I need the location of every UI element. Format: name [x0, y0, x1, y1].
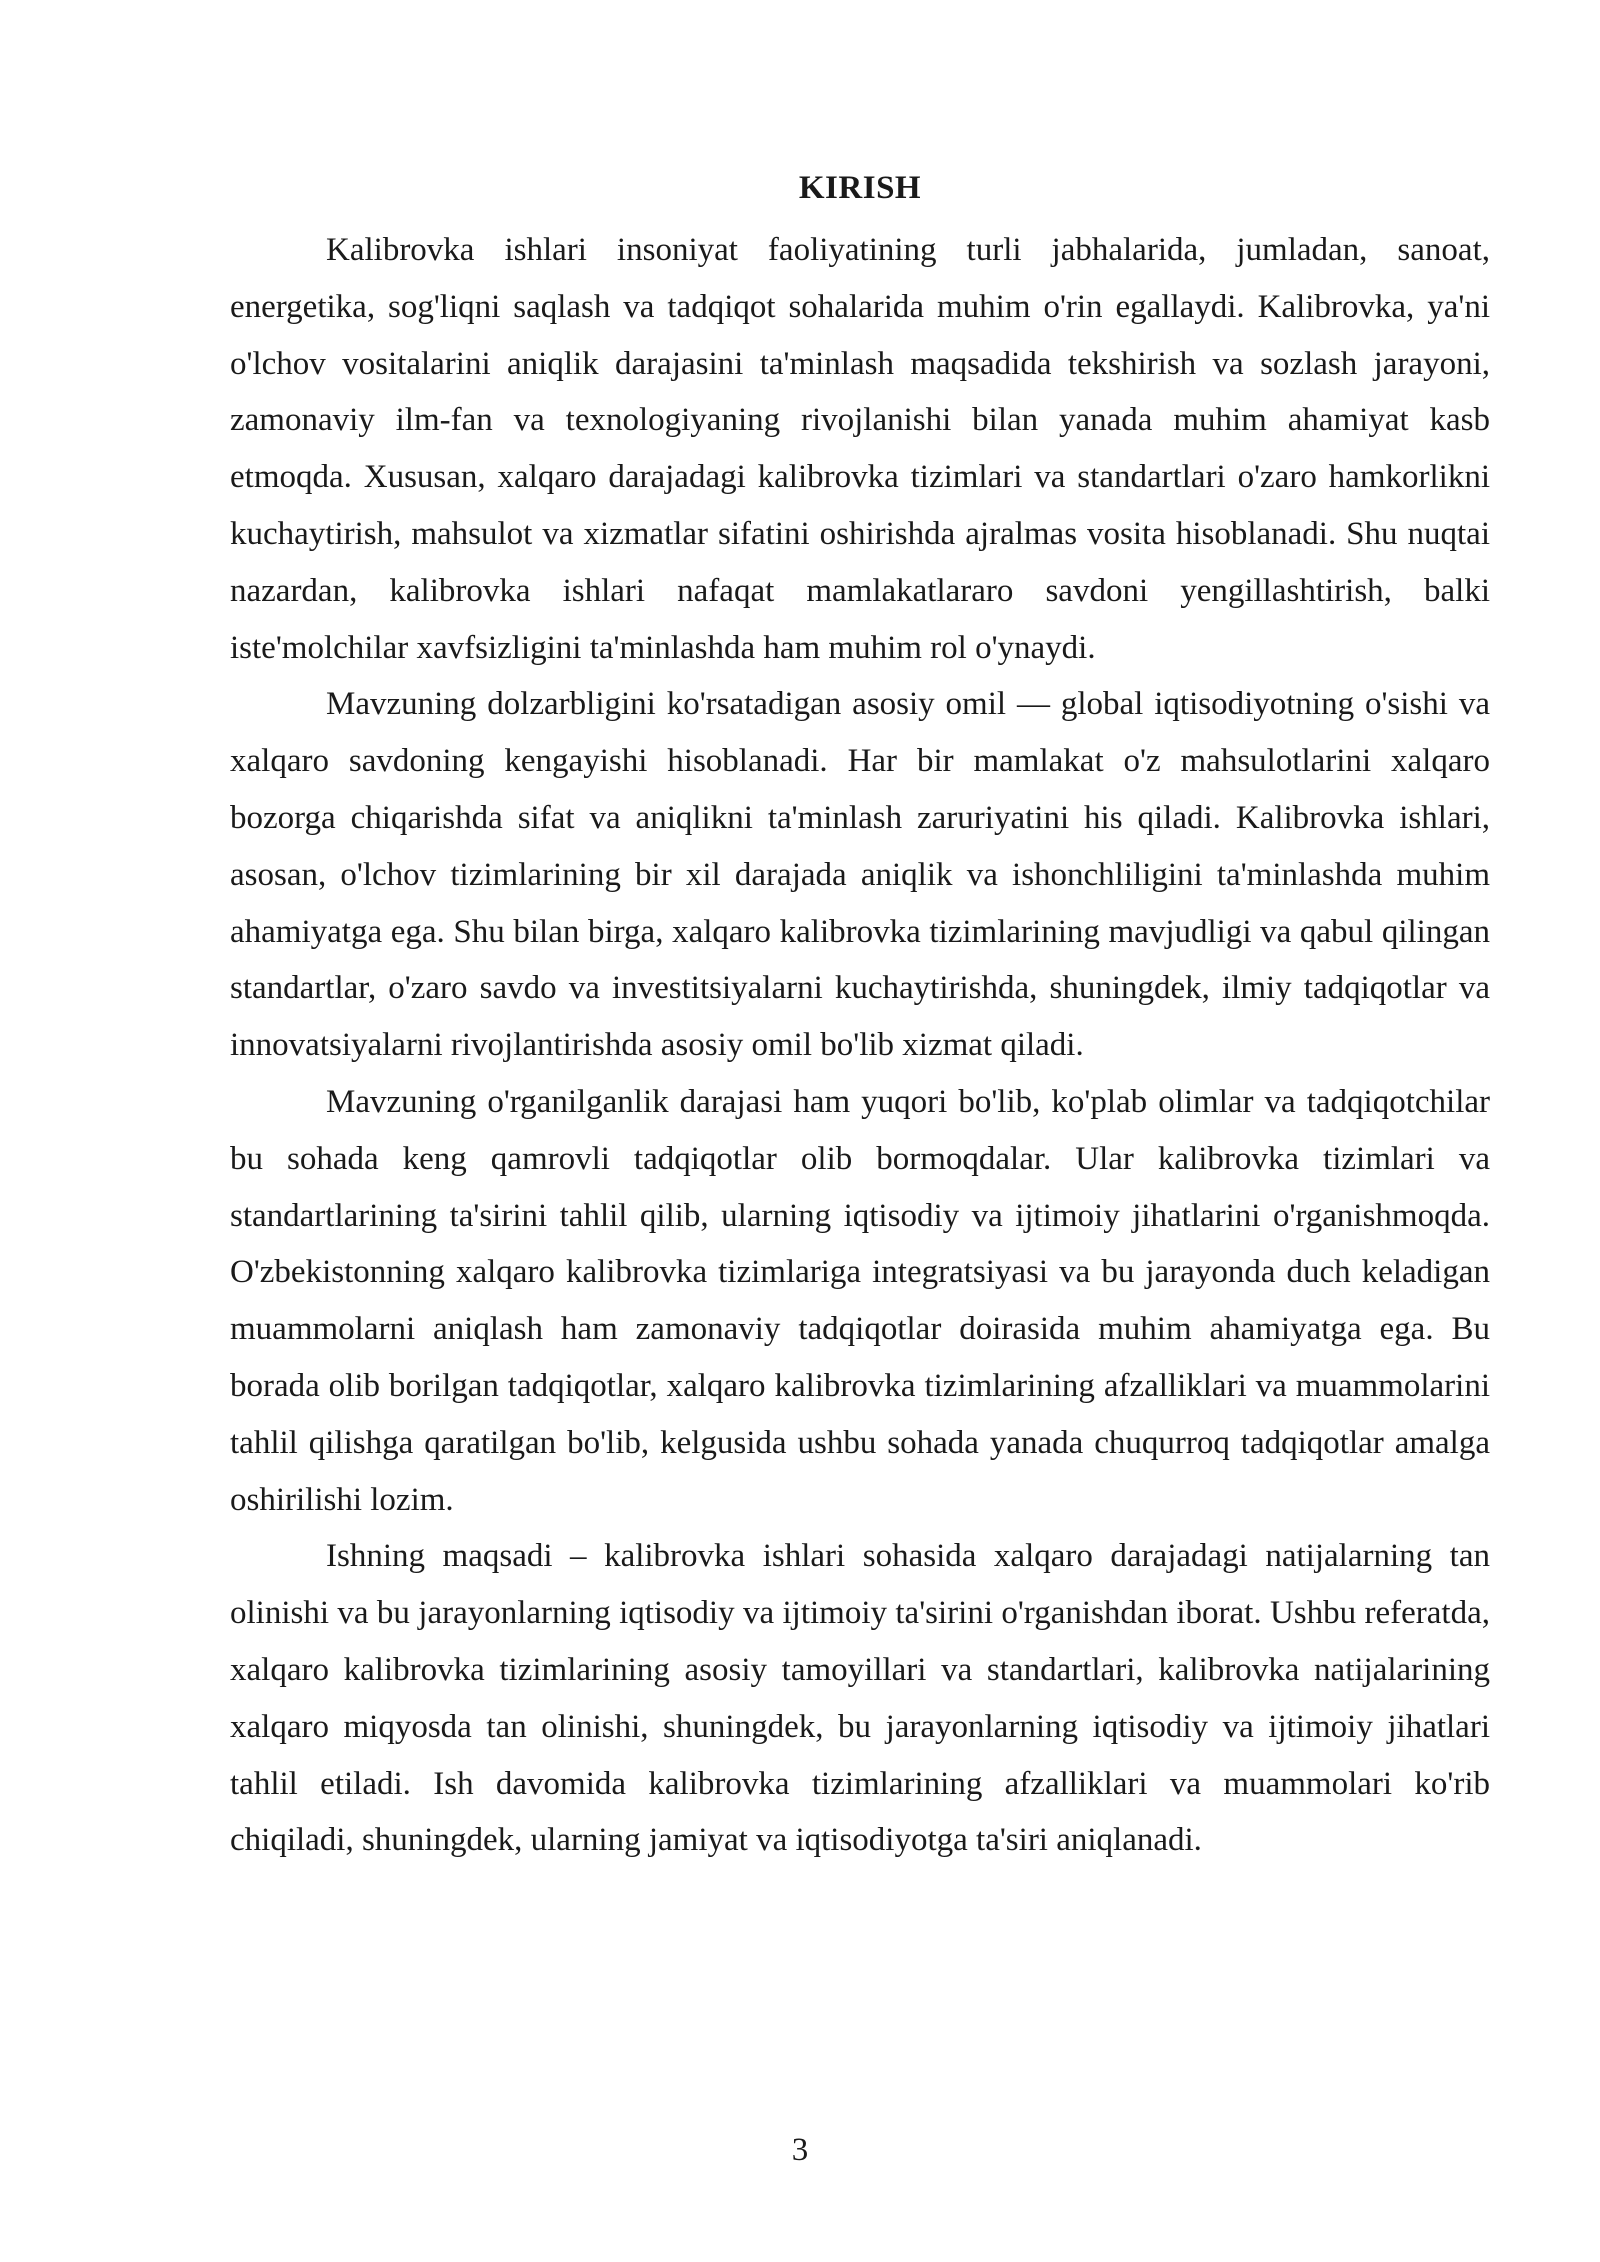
paragraph-study-level: Mavzuning o'rganilganlik darajasi ham yuqori bo'lib, ko'plab olimlar va tadqiqotchilar bu sohada keng qamrovli tadqiqotlar olib bormoqdalar. Ular kalibrovka tizimlari va standartlarining ta'sirini tahlil qilib, ularning iqtisodiy va ijtimoiy jihatlarini o'rganishmoqda. O'zbekistonning xalqaro kalibrovka tizimlariga integratsiyasi va bu jarayonda duch keladigan muammolarni aniqlash ham zamonaviy tadqiqotlar doirasida muhim ahamiyatga ega. Bu borada olib borilgan tadqiqotlar, xalqaro kalibrovka tizimlarining afzalliklari va muammolarini tahlil qilishga qaratilgan bo'lib, kelgusida ushbu sohada yanada chuqurroq tadqiqotlar amalga oshirilishi lozim.	[230, 1083, 1490, 1518]
page-number: 3	[791, 2132, 809, 2168]
paragraph-intro: Kalibrovka ishlari insoniyat faoliyatining turli jabhalarida, jumladan, sanoat, energetika, sog'liqni saqlash va tadqiqot sohalarida muhim o'rin egallaydi. Kalibrovka, ya'ni o'lchov vositalarini aniqlik darajasini ta'minlash maqsadida tekshirish va sozlash jarayoni, zamonaviy ilm-fan va texnologiyaning rivojlanishi bilan yanada muhim ahamiyat kasb etmoqda. Xususan, xalqaro darajadagi kalibrovka tizimlari va standartlari o'zaro hamkorlikni kuchaytirish, mahsulot va xizmatlar sifatini oshirishda ajralmas vosita hisoblanadi. Shu nuqtai nazardan, kalibrovka ishlari nafaqat mamlakatlararo savdoni yengillashtirish, balki iste'molchilar xavfsizligini ta'minlashda ham muhim rol o'ynaydi.	[230, 232, 1490, 666]
page-title: KIRISH	[798, 170, 922, 206]
paragraph-relevance: Mavzuning dolzarbligini ko'rsatadigan asosiy omil — global iqtisodiyotning o'sishi va xalqaro savdoning kengayishi hisoblanadi. Har bir mamlakat o'z mahsulotlarini xalqaro bozorga chiqarishda sifat va aniqlikni ta'minlash zaruriyatini his qiladi. Kalibrovka ishlari, asosan, o'lchov tizimlarining bir xil darajada aniqlik va ishonchliligini ta'minlashda muhim ahamiyatga ega. Shu bilan birga, xalqaro kalibrovka tizimlarining mavjudligi va qabul qilingan standartlar, o'zaro savdo va investitsiyalarni kuchaytirishda, shuningdek, ilmiy tadqiqotlar va innovatsiyalarni rivojlantirishda asosiy omil bo'lib xizmat qiladi.	[230, 686, 1490, 1064]
paragraph-goal: Ishning maqsadi – kalibrovka ishlari sohasida xalqaro darajadagi natijalarning tan olinishi va bu jarayonlarning iqtisodiy va ijtimoiy ta'sirini o'rganishdan iborat. Ushbu referatda, xalqaro kalibrovka tizimlarining asosiy tamoyillari va standartlari, kalibrovka natijalarining xalqaro miqyosda tan olinishi, shuningdek, bu jarayonlarning iqtisodiy va ijtimoiy jihatlari tahlil etiladi. Ish davomida kalibrovka tizimlarining afzalliklari va muammolari ko'rib chiqiladi, shuningdek, ularning jamiyat va iqtisodiyotga ta'siri aniqlanadi.	[230, 1538, 1490, 1859]
document-page	[230, 160, 1490, 1869]
